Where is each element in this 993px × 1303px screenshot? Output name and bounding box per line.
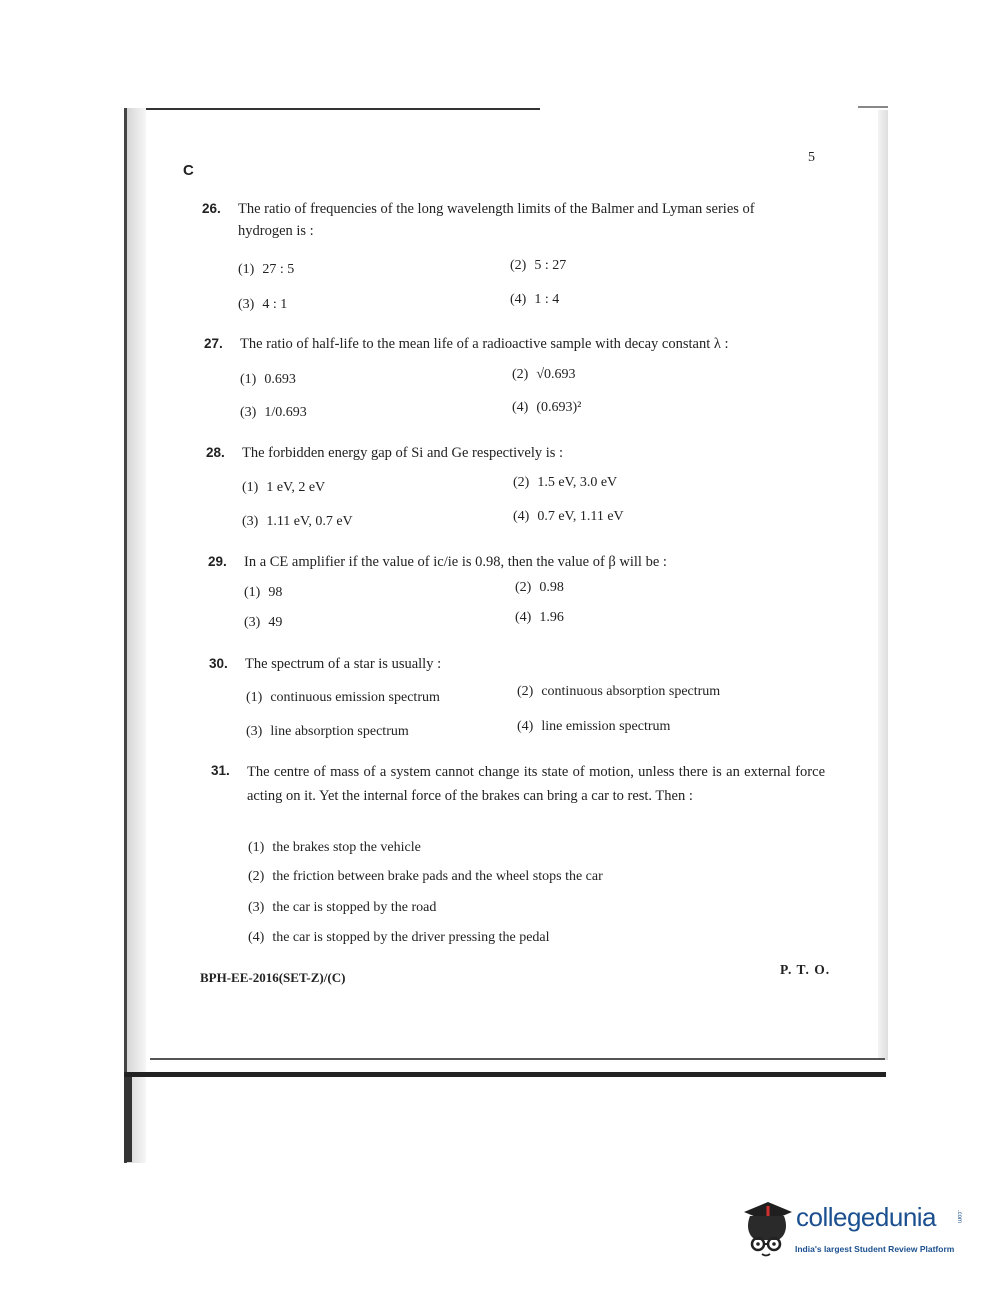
question-text: The spectrum of a star is usually : — [245, 656, 442, 672]
option-number: (1) — [240, 372, 257, 387]
option-29-4 — [515, 610, 564, 626]
question-text: The ratio of frequencies of the long wavelength limits of the Balmer and Lyman series of hydrogen is : — [238, 201, 755, 239]
graduate-mascot-icon — [738, 1196, 794, 1258]
collegedunia-logo — [738, 1196, 963, 1258]
option-26-4 — [510, 292, 559, 308]
option-27-2 — [512, 367, 576, 383]
option-text: 49 — [268, 615, 283, 630]
option-number: (4) — [513, 509, 530, 524]
scan-border-left — [124, 108, 127, 1163]
option-number: (2) — [517, 684, 534, 699]
scan-border-top — [125, 108, 540, 110]
logo-suffix: .com — [956, 1210, 962, 1224]
option-text: √0.693 — [536, 367, 576, 382]
option-number: (4) — [517, 719, 534, 734]
option-number: (3) — [238, 297, 255, 312]
option-31-2 — [248, 869, 603, 885]
option-27-1 — [240, 372, 296, 388]
option-text: the car is stopped by the road — [272, 900, 437, 915]
scan-border-bottom-thick — [124, 1072, 886, 1077]
option-number: (2) — [510, 258, 527, 273]
option-text: 4 : 1 — [262, 297, 288, 312]
option-number: (2) — [248, 869, 265, 884]
option-number: (3) — [242, 514, 259, 529]
question-number: 29. — [208, 554, 227, 569]
pto-label: P. T. O. — [780, 962, 831, 977]
option-text: 5 : 27 — [534, 258, 567, 273]
option-number: (2) — [512, 367, 529, 382]
option-30-1 — [246, 690, 440, 706]
option-text: (0.693)² — [536, 400, 582, 415]
option-29-3 — [244, 615, 282, 631]
option-text: 27 : 5 — [262, 262, 295, 277]
option-text: 1.96 — [539, 610, 564, 625]
question-number: 27. — [204, 336, 223, 351]
option-26-3 — [238, 297, 287, 313]
question-text: The centre of mass of a system cannot change its state of motion, unless there is an external force acting on it. Yet the internal force of the brakes can bring a car to rest. Then : — [247, 764, 825, 804]
option-text: 1 eV, 2 eV — [266, 480, 326, 495]
option-31-3 — [248, 900, 436, 916]
logo-tagline: India's largest Student Review Platform — [795, 1244, 955, 1254]
option-number: (3) — [248, 900, 265, 915]
option-text: 1.5 eV, 3.0 eV — [537, 475, 618, 490]
scan-shadow-left — [124, 108, 146, 1163]
option-text: 1 : 4 — [534, 292, 560, 307]
option-text: 1.11 eV, 0.7 eV — [266, 514, 353, 529]
question-number: 26. — [202, 201, 221, 216]
option-number: (4) — [515, 610, 532, 625]
option-number: (3) — [240, 405, 257, 420]
option-number: (1) — [244, 585, 261, 600]
logo-wordmark: collegedunia — [796, 1202, 937, 1232]
option-30-4 — [517, 719, 670, 735]
option-27-3 — [240, 405, 307, 421]
question-number: 31. — [211, 763, 230, 778]
option-text: 0.693 — [264, 372, 296, 387]
option-number: (1) — [248, 840, 265, 855]
option-text: the car is stopped by the driver pressing the pedal — [272, 930, 550, 945]
option-text: line absorption spectrum — [270, 724, 409, 739]
scan-shadow-right — [878, 110, 888, 1060]
option-number: (1) — [238, 262, 255, 277]
question-text: The forbidden energy gap of Si and Ge respectively is : — [242, 445, 564, 461]
option-number: (4) — [512, 400, 529, 415]
option-text: the friction between brake pads and the wheel stops the car — [272, 869, 603, 884]
question-text: The ratio of half-life to the mean life of a radioactive sample with decay constant λ : — [240, 336, 729, 352]
option-30-2 — [517, 684, 720, 700]
option-30-3 — [246, 724, 409, 740]
option-number: (4) — [510, 292, 527, 307]
option-29-2 — [515, 580, 564, 596]
option-31-1 — [248, 840, 421, 856]
option-27-4 — [512, 400, 581, 416]
option-text: 1/0.693 — [264, 405, 307, 420]
option-number: (1) — [246, 690, 263, 705]
option-number: (4) — [248, 930, 265, 945]
option-text: 0.7 eV, 1.11 eV — [537, 509, 624, 524]
option-number: (2) — [513, 475, 530, 490]
option-28-4 — [513, 509, 624, 525]
option-28-2 — [513, 475, 617, 491]
option-31-4 — [248, 930, 550, 946]
option-29-1 — [244, 585, 282, 601]
option-text: 0.98 — [539, 580, 564, 595]
question-number: 30. — [209, 656, 228, 671]
option-text: continuous absorption spectrum — [541, 684, 721, 699]
scan-border-lower-left — [124, 1077, 132, 1162]
page-number: 5 — [808, 150, 815, 165]
set-letter: C — [183, 162, 194, 179]
option-28-3 — [242, 514, 353, 530]
option-text: continuous emission spectrum — [270, 690, 440, 705]
question-text: In a CE amplifier if the value of ic/ie is 0.98, then the value of β will be : — [244, 554, 667, 570]
option-text: the brakes stop the vehicle — [272, 840, 421, 855]
question-number: 28. — [206, 445, 225, 460]
option-number: (3) — [246, 724, 263, 739]
scan-border-bottom — [150, 1058, 885, 1060]
option-text: 98 — [268, 585, 283, 600]
scan-border-top-right — [858, 106, 888, 108]
option-26-2 — [510, 258, 566, 274]
option-26-1 — [238, 262, 294, 278]
option-number: (2) — [515, 580, 532, 595]
option-number: (1) — [242, 480, 259, 495]
option-number: (3) — [244, 615, 261, 630]
paper-code: BPH-EE-2016(SET-Z)/(C) — [200, 970, 346, 985]
option-text: line emission spectrum — [541, 719, 671, 734]
option-28-1 — [242, 480, 325, 496]
